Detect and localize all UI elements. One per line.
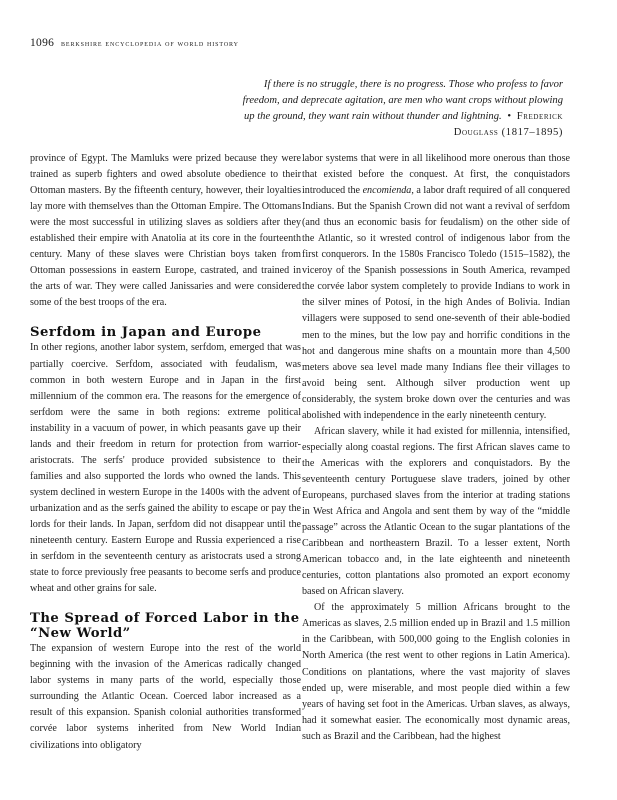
page-number: 1096 — [30, 37, 55, 49]
running-head — [30, 37, 239, 49]
paragraph: African slavery, while it had existed for millennia, intensified, especially along coastal regions. The first African slaves came to the Americas with the explorers and conquistadors. By the seventeenth century Portuguese slave traders, joined by other Europeans, purchased slaves from the interior at trading stations in West Africa and Angola and sent them by way of the “middle passage” across the Atlantic Ocean to the sugar plantations of the Caribbean and northeastern Brazil. To a lesser extent, North American tobacco and, in the late eighteenth and nineteenth centuries, cotton plantations also promoted an export economy based on African slavery. — [302, 425, 570, 598]
epigraph — [233, 77, 563, 141]
paragraph-text: , a labor draft required of all conquered Indians. But the Spanish Crown did not want a revival of serfdom (and thus an economic basis for feudalism) on the other side of the Atlantic, so it wrested control of indigenous labor from the first conquerors. In the 1580s Francisco Toledo (1515–1582), the viceroy of the Spanish possessions in South America, revamped the corvée labor system completely to provide Indians to work in the silver mines of Potosí, in the high Andes of Bolivia. Indian villagers were supposed to send one-seventh of their able-bodied men to the mines, but the low pay and horrific conditions in the hot and dangerous mine shafts on a mountain more than 4,500 meters above sea level made many Indians flee their villages to avoid being sent. Although silver production went up considerably, the system broke down over the centuries and was abolished with independence in the early nineteenth century. — [302, 185, 571, 421]
paragraph: Of the approximately 5 million Africans brought to the Americas as slaves, 2.5 million ended up in Brazil and 1.5 million in the Caribbean, with 500,000 going to the English colonies in North America (the rest went to other regions in Latin America). Conditions on plantations, where the vast majority of slaves ended up, were miserable, and most people died within a few years of having set foot in the Americas. Urban slaves, as always, had it somewhat easier. The economically most dynamic areas, such as Brazil and the Caribbean, had the highest — [302, 602, 570, 742]
section-heading-forced-labor: The Spread of Forced Labor in the “New World” — [30, 611, 300, 642]
paragraph: province of Egypt. The Mamluks were prized because they were trained as superb fighters and owed absolute obedience to their Ottoman masters. By the fifteenth century, however, their loyalties lay more with themselves than the Ottoman Empire. The Ottomans were the most successful in utilizing slaves as soldiers after they established their empire with Anatolia at its core in the fourteenth century. Many of these slaves were Christian boys taken from Ottoman possessions in eastern Europe, castrated, and trained in the arts of war. They were called Janissaries and were considered some of the best troops of the era. — [30, 153, 301, 309]
epigraph-separator: • — [507, 111, 512, 122]
paragraph: In other regions, another labor system, serfdom, emerged that was partially coercive. Serfdom, associated with feudalism, was common in both western Europe and in Japan in the first millennium of the common era. The reasons for the emergence of serfdom were the same in both regions: extreme political instability in a vacuum of power, in which peasants gave up their lands and their freedom in return for protection from warrior-aristocrats. The serfs' produce provided subsistence to their families and also supported the lords who owned the lands. This system declined in western Europe in the 1400s with the advent of urbanization and as the serfs gained the ability to escape or pay the lords for their lands. In Japan, serfdom did not disappear until the nineteenth century. Eastern Europe and Russia experienced a rise in serfdom in the seventeenth century as aristocrats used a strong state to force previously free peasants to become serfs and produce wheat and other grains for sale. — [30, 342, 301, 595]
epigraph-quote: If there is no struggle, there is no progress. Those who profess to favor freedom, and deprecate agitation, are men who want crops without plowing up the ground, they want rain without thunder and lightning. — [242, 79, 563, 122]
paragraph-text: labor systems that were in all likelihood more onerous than those that existed before the conquest. At first, the conquistadors introduced the — [302, 153, 570, 197]
section-heading-serfdom: Serfdom in Japan and Europe — [30, 325, 262, 341]
left-column — [30, 151, 301, 754]
paragraph — [302, 151, 570, 424]
epigraph-attribution: Frederick Douglass (1817–1895) — [453, 111, 563, 138]
term-encomienda: encomienda — [362, 185, 412, 197]
paragraph: The expansion of western Europe into the rest of the world beginning with the invasion of the Americas radically changed labor systems in many parts of the world, especially those surrounding the Atlantic Ocean. Coerced labor increased as a result of this expansion. Spanish colonial authorities transformed corvée labor systems inherited from New World Indian civilizations into obligatory — [30, 643, 301, 751]
right-column — [302, 151, 570, 745]
publication-title: berkshire encyclopedia of world history — [61, 39, 239, 48]
